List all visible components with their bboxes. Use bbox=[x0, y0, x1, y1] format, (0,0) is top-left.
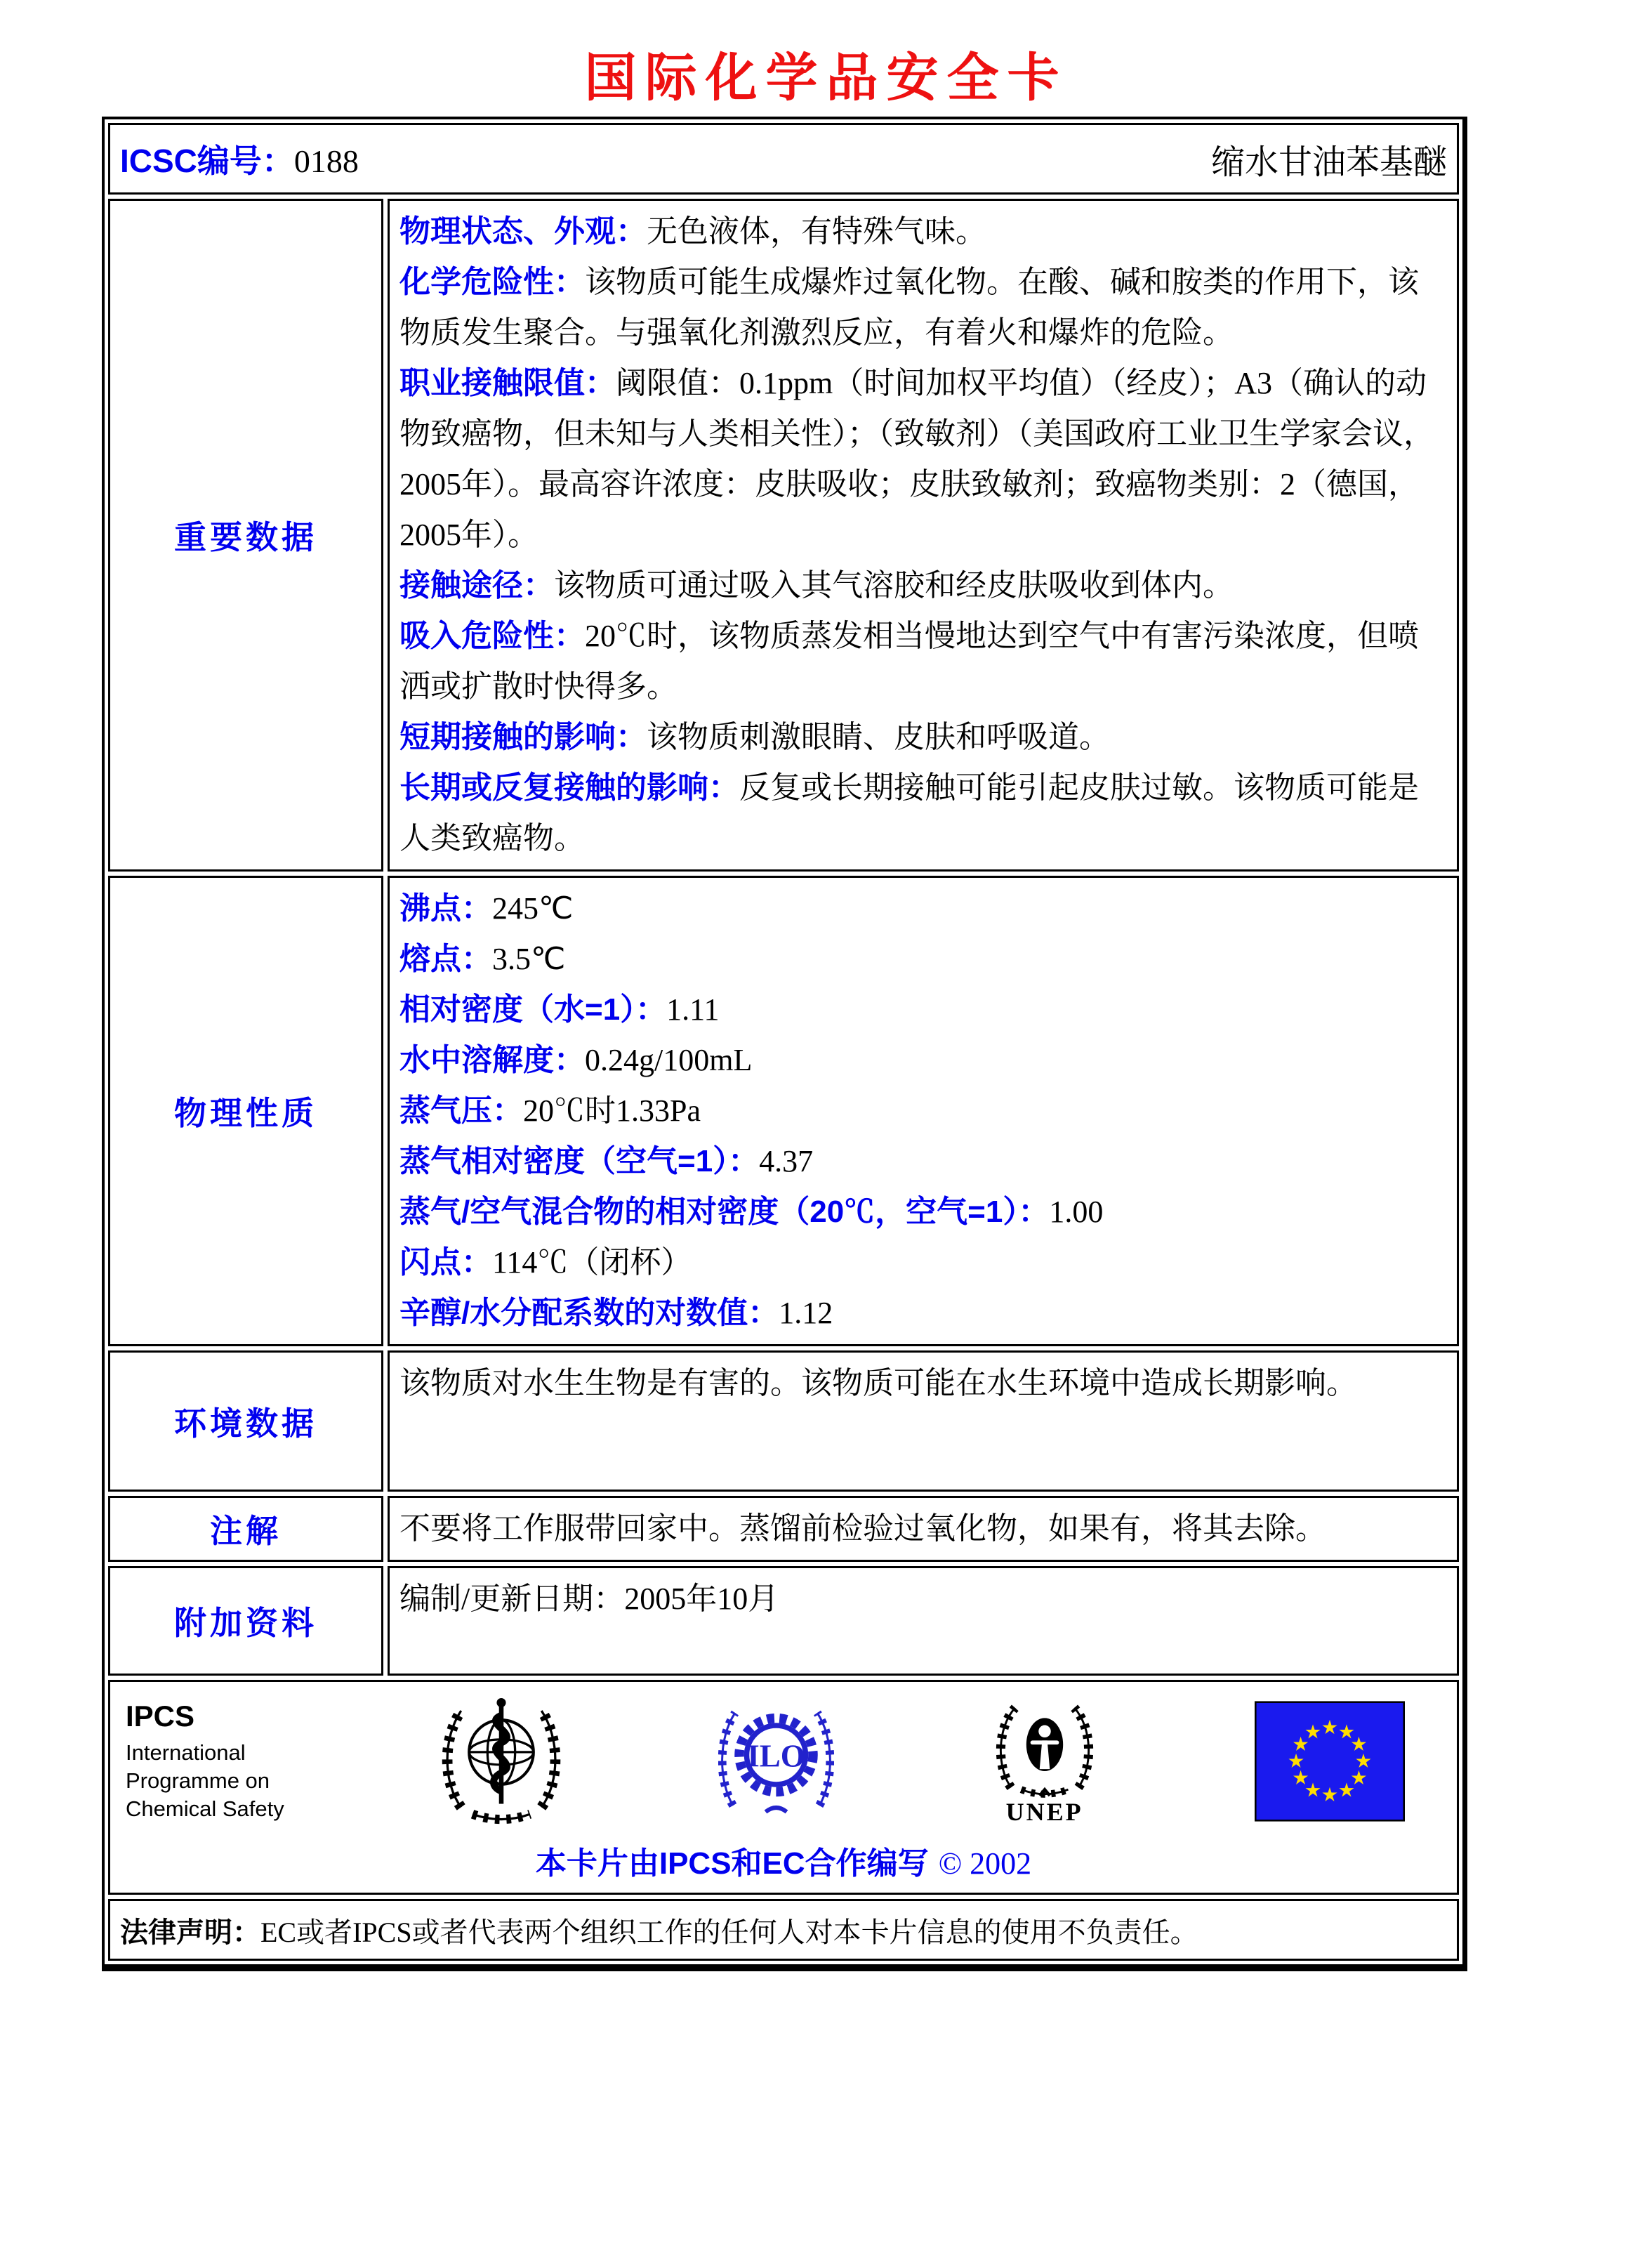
entry-label: 蒸气/空气混合物的相对密度（20℃，空气=1）： bbox=[399, 1195, 1050, 1229]
ipcs-line: Chemical Safety bbox=[126, 1796, 284, 1821]
logos-row bbox=[108, 1680, 1459, 1895]
important-data-entry bbox=[399, 763, 1447, 864]
important-data-row bbox=[108, 199, 1459, 872]
icsc-number-value: 0188 bbox=[293, 143, 359, 179]
logos-strip bbox=[117, 1692, 1450, 1831]
section-label-physical-properties: 物理性质 bbox=[174, 1095, 317, 1131]
ipcs-line: Programme on bbox=[126, 1768, 270, 1793]
legal-notice-text: EC或者IPCS或者代表两个组织工作的任何人对本卡片信息的使用不负责任。 bbox=[260, 1916, 1198, 1948]
ilo-emblem-icon bbox=[718, 1698, 834, 1825]
card-header-cell bbox=[108, 123, 1459, 195]
icsc-number-label: ICSC编号： bbox=[120, 143, 294, 179]
environmental-data-row bbox=[108, 1350, 1459, 1492]
entry-text: 阈限值：0.1ppm（时间加权平均值）（经皮）；A3（确认的动物致癌物，但未知与人类相关性）；（致敏剂）（美国政府工业卫生学家会议，2005年）。最高容许浓度：皮肤吸收；皮肤致敏剂；致癌物类别：2（德国，2005年）。 bbox=[399, 366, 1434, 552]
entry-text: 1.12 bbox=[779, 1296, 833, 1330]
logos-cell bbox=[108, 1680, 1459, 1895]
important-data-entry bbox=[399, 712, 1447, 763]
entry-label: 辛醇/水分配系数的对数值： bbox=[399, 1296, 779, 1330]
entry-text: 245℃ bbox=[492, 891, 574, 926]
environmental-data-text: 该物质对水生生物是有害的。该物质可能在水生环境中造成长期影响。 bbox=[399, 1366, 1357, 1400]
entry-text: 1.11 bbox=[666, 992, 720, 1027]
entry-text: 该物质可能生成爆炸过氧化物。在酸、碱和胺类的作用下，该物质发生聚合。与强氧化剂激烈反应，有着火和爆炸的危险。 bbox=[399, 265, 1419, 350]
unep-emblem-icon bbox=[989, 1696, 1101, 1801]
credit-text: 本卡片由IPCS和EC合作编写 bbox=[535, 1846, 929, 1881]
section-label-cell-notes bbox=[108, 1496, 383, 1562]
entry-text: 0.24g/100mL bbox=[585, 1043, 753, 1077]
physical-property-entry bbox=[399, 934, 1447, 985]
entry-text: 该物质刺激眼睛、皮肤和呼吸道。 bbox=[647, 720, 1110, 754]
entry-text: 1.00 bbox=[1049, 1195, 1104, 1229]
important-data-entry bbox=[399, 206, 1447, 257]
physical-property-entry bbox=[399, 1288, 1447, 1339]
entry-label: 相对密度（水=1）： bbox=[399, 992, 667, 1027]
physical-property-entry bbox=[399, 1086, 1447, 1136]
ipcs-line: International bbox=[126, 1740, 246, 1765]
entry-label: 沸点： bbox=[399, 891, 492, 926]
entry-text: 20℃时1.33Pa bbox=[523, 1093, 701, 1128]
entry-label: 物理状态、外观： bbox=[399, 214, 647, 249]
physical-properties-content bbox=[388, 876, 1459, 1346]
page-title: 国际化学品安全卡 bbox=[584, 48, 1068, 108]
section-label-cell-important-data bbox=[108, 199, 383, 872]
credit-line bbox=[117, 1838, 1450, 1883]
physical-property-entry bbox=[399, 985, 1447, 1035]
icsc-card bbox=[102, 117, 1467, 1971]
legal-notice-cell bbox=[108, 1899, 1459, 1961]
important-data-entry bbox=[399, 611, 1447, 712]
entry-text: 114℃（闭杯） bbox=[492, 1245, 692, 1280]
additional-info-text: 编制/更新日期：2005年10月 bbox=[399, 1582, 779, 1616]
entry-label: 职业接触限值： bbox=[399, 366, 616, 400]
entry-label: 蒸气压： bbox=[399, 1093, 523, 1128]
physical-property-entry bbox=[399, 1035, 1447, 1086]
entry-label: 熔点： bbox=[399, 942, 492, 976]
important-data-entry bbox=[399, 358, 1447, 560]
entry-text: 20℃时，该物质蒸发相当慢地达到空气中有害污染浓度，但喷洒或扩散时快得多。 bbox=[399, 619, 1419, 704]
notes-content bbox=[388, 1496, 1459, 1562]
entry-label: 水中溶解度： bbox=[399, 1043, 585, 1077]
entry-label: 接触途径： bbox=[399, 568, 554, 603]
unep-letters: UNEP bbox=[1005, 1798, 1083, 1826]
entry-label: 吸入危险性： bbox=[399, 619, 585, 653]
section-label-environmental-data: 环境数据 bbox=[174, 1405, 317, 1442]
section-label-cell-additional-info bbox=[108, 1566, 383, 1676]
additional-info-row bbox=[108, 1566, 1459, 1676]
ipcs-wordmark bbox=[126, 1700, 284, 1823]
copyright-text: © 2002 bbox=[938, 1846, 1032, 1881]
environmental-data-content bbox=[388, 1350, 1459, 1492]
section-label-notes: 注解 bbox=[210, 1513, 282, 1549]
ipcs-acronym: IPCS bbox=[126, 1700, 195, 1733]
eu-flag-icon bbox=[1255, 1701, 1405, 1822]
physical-property-entry bbox=[399, 1136, 1447, 1187]
physical-properties-row bbox=[108, 876, 1459, 1346]
entry-label: 蒸气相对密度（空气=1）： bbox=[399, 1144, 760, 1178]
unep-block bbox=[989, 1696, 1101, 1827]
entry-label: 化学危险性： bbox=[399, 265, 585, 299]
entry-label: 短期接触的影响： bbox=[399, 720, 647, 754]
entry-label: 长期或反复接触的影响： bbox=[399, 770, 739, 805]
chemical-name: 缩水甘油苯基醚 bbox=[1210, 143, 1447, 181]
physical-property-entry bbox=[399, 883, 1447, 934]
entry-text: 该物质可通过吸入其气溶胶和经皮肤吸收到体内。 bbox=[554, 568, 1234, 603]
entry-text: 3.5℃ bbox=[492, 942, 566, 976]
section-label-important-data: 重要数据 bbox=[174, 519, 317, 555]
legal-notice-row bbox=[108, 1899, 1459, 1961]
card-header-row bbox=[108, 123, 1459, 195]
legal-notice-label: 法律声明： bbox=[120, 1917, 260, 1948]
physical-property-entry bbox=[399, 1187, 1447, 1237]
entry-text: 反复或长期接触可能引起皮肤过敏。该物质可能是人类致癌物。 bbox=[399, 770, 1419, 855]
additional-info-content bbox=[388, 1566, 1459, 1676]
physical-property-entry bbox=[399, 1237, 1447, 1288]
section-label-additional-info: 附加资料 bbox=[174, 1605, 317, 1641]
who-emblem-icon bbox=[438, 1692, 564, 1831]
icsc-number bbox=[120, 136, 359, 182]
important-data-entry bbox=[399, 560, 1447, 611]
notes-row bbox=[108, 1496, 1459, 1562]
ilo-letters: ILO bbox=[747, 1738, 806, 1774]
notes-text: 不要将工作服带回家中。蒸馏前检验过氧化物，如果有，将其去除。 bbox=[399, 1511, 1326, 1546]
entry-text: 4.37 bbox=[759, 1144, 814, 1178]
entry-label: 闪点： bbox=[399, 1245, 492, 1280]
important-data-entry bbox=[399, 257, 1447, 358]
section-label-cell-environmental-data bbox=[108, 1350, 383, 1492]
important-data-content bbox=[388, 199, 1459, 872]
section-label-cell-physical-properties bbox=[108, 876, 383, 1346]
entry-text: 无色液体，有特殊气味。 bbox=[647, 214, 986, 249]
